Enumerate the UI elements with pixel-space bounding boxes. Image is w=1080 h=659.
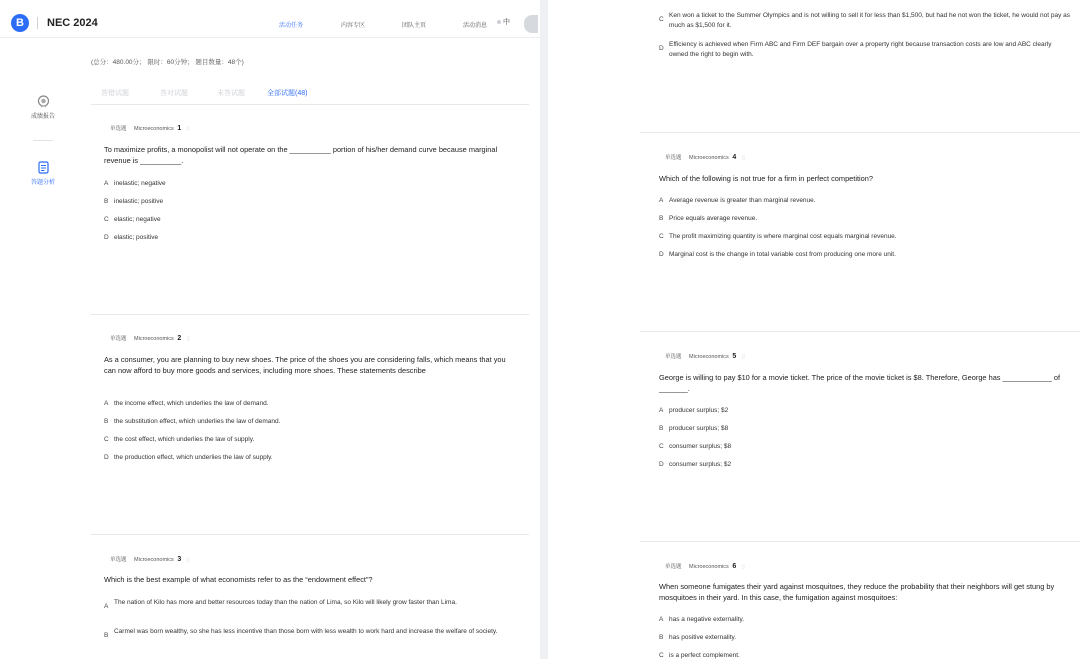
question-divider — [91, 314, 529, 315]
top-navigation-bar — [0, 0, 540, 38]
option-text: has positive externality. — [669, 634, 737, 641]
notification-dot-icon — [497, 20, 501, 24]
option-letter: D — [659, 461, 664, 468]
option-text: Price equals average revenue. — [669, 215, 758, 222]
question-text: To maximize profits, a monopolist will not operate on the __________ portion of his/her demand curve because marginal revenue is __________. — [104, 145, 498, 165]
exam-panel-right — [548, 0, 1080, 659]
question-subject: Microeconomics — [134, 336, 174, 342]
option-text: the income effect, which underlies the law of demand. — [114, 400, 269, 407]
option-letter: C — [659, 16, 664, 23]
option-text: the production effect, which underlies the law of supply. — [114, 454, 273, 461]
option-c[interactable] — [659, 11, 1071, 30]
filter-tab-all[interactable]: 全部试题(48) — [267, 90, 308, 97]
option-text: elastic; positive — [114, 234, 159, 241]
option-c[interactable] — [104, 435, 514, 445]
option-letter: D — [659, 45, 664, 52]
brand-logo-icon[interactable]: B — [11, 14, 29, 32]
filter-divider — [91, 104, 529, 105]
option-c[interactable] — [104, 215, 504, 225]
nav-content-zone[interactable]: 内容专区 — [341, 23, 366, 29]
option-text: producer surplus; $8 — [669, 425, 729, 432]
question-number: 6 — [732, 563, 737, 570]
nav-team-home[interactable]: 团队主页 — [402, 23, 427, 29]
question-text: Which is the best example of what economists refer to as the “endowment effect”? — [104, 575, 373, 584]
option-a[interactable] — [104, 179, 504, 189]
option-letter: C — [104, 216, 109, 223]
option-letter: D — [104, 454, 109, 461]
option-letter: A — [659, 407, 664, 414]
option-a[interactable] — [659, 196, 1071, 206]
question-meta — [665, 153, 745, 161]
option-text: The nation of Kilo has more and better resources today than the nation of Lima, so Kilo will likely grow faster than Lima. — [114, 599, 457, 606]
filter-tab-wrong[interactable]: 答错试题 — [101, 90, 129, 97]
option-a[interactable] — [659, 615, 1071, 625]
option-text: elastic; negative — [114, 216, 161, 223]
bookmark-icon[interactable]: ▯ — [741, 564, 745, 570]
question-divider — [91, 534, 529, 535]
nav-activity-messages[interactable]: 活动消息 — [463, 23, 488, 29]
option-text: consumer surplus; $2 — [669, 461, 732, 468]
question-meta — [665, 562, 745, 570]
option-letter: B — [104, 632, 109, 639]
option-b[interactable] — [104, 417, 514, 427]
question-subject: Microeconomics — [134, 126, 174, 132]
option-text: inelastic; positive — [114, 198, 164, 205]
option-d[interactable] — [659, 460, 1071, 470]
question-type-badge: 单选题 — [665, 564, 682, 570]
filter-tab-unanswered[interactable]: 未答试题 — [217, 90, 245, 97]
option-letter: A — [659, 197, 664, 204]
option-text: The profit maximizing quantity is where marginal cost equals marginal revenue. — [669, 233, 897, 240]
question-type-badge: 单选题 — [665, 155, 682, 161]
option-letter: D — [104, 234, 109, 241]
option-letter: A — [104, 180, 109, 187]
question-subject: Microeconomics — [689, 564, 729, 570]
option-b[interactable] — [659, 633, 1071, 643]
question-text: When someone fumigates their yard against mosquitoes, they reduce the probability that their neighbors will get stung by mosquitoes in their yard. In this case, the fumigation against mosquitoes: — [659, 582, 1055, 602]
option-text: the cost effect, which underlies the law of supply. — [114, 436, 255, 443]
option-d[interactable] — [104, 233, 504, 243]
option-b[interactable] — [104, 627, 514, 637]
document-icon — [37, 161, 50, 174]
option-d[interactable] — [104, 453, 514, 463]
option-letter: C — [659, 443, 664, 450]
question-meta — [110, 334, 190, 342]
question-type-badge: 单选题 — [110, 557, 127, 563]
question-number: 4 — [732, 154, 737, 161]
option-c[interactable] — [659, 651, 1071, 659]
language-switch[interactable]: 中 — [503, 19, 510, 26]
question-text: As a consumer, you are planning to buy new shoes. The price of the shoes you are considering falls, which means that you can now afford to buy more goods and services, including more shoes. These statements describe — [104, 355, 506, 375]
sidebar-divider — [33, 140, 53, 141]
option-text: Carmel was born wealthy, so she has less incentive than those born with less wealth to work hard and increase the welfare of society. — [114, 628, 498, 635]
option-letter: B — [659, 634, 664, 641]
option-c[interactable] — [659, 442, 1071, 452]
nav-activity-tasks[interactable]: 活动任务 — [279, 23, 304, 29]
question-subject: Microeconomics — [689, 155, 729, 161]
question-number: 1 — [177, 125, 182, 132]
brand-title: NEC 2024 — [47, 17, 98, 29]
bookmark-icon[interactable]: ▯ — [741, 354, 745, 360]
question-type-badge: 单选题 — [665, 354, 682, 360]
panel-gap — [540, 0, 548, 659]
option-letter: B — [104, 418, 109, 425]
bookmark-icon[interactable]: ▯ — [186, 336, 190, 342]
question-meta — [665, 352, 745, 360]
option-text: consumer surplus; $8 — [669, 443, 732, 450]
option-b[interactable] — [659, 214, 1071, 224]
option-letter: B — [659, 425, 664, 432]
option-letter: D — [659, 251, 664, 258]
option-letter: A — [104, 400, 109, 407]
question-meta — [110, 555, 190, 563]
question-number: 5 — [732, 353, 737, 360]
bookmark-icon[interactable]: ▯ — [741, 155, 745, 161]
bookmark-icon[interactable]: ▯ — [186, 557, 190, 563]
option-text: has a negative externality. — [669, 616, 745, 623]
question-number: 3 — [177, 556, 182, 563]
option-a[interactable] — [104, 399, 514, 409]
option-letter: A — [659, 616, 664, 623]
option-text: Average revenue is greater than marginal revenue. — [669, 197, 816, 204]
question-subject: Microeconomics — [689, 354, 729, 360]
avatar[interactable] — [524, 15, 538, 33]
option-text: Marginal cost is the change in total variable cost from producing one more unit. — [669, 251, 896, 258]
option-a[interactable] — [104, 598, 514, 608]
question-text: George is willing to pay $10 for a movie ticket. The price of the movie ticket is $8. Therefore, George has ____________ of _______. — [659, 373, 1061, 393]
option-letter: B — [659, 215, 664, 222]
option-d[interactable] — [659, 250, 1071, 260]
option-text: is a perfect complement. — [669, 652, 740, 659]
question-divider — [640, 132, 1080, 133]
filter-tab-correct[interactable]: 答对试题 — [160, 90, 188, 97]
option-text: the substitution effect, which underlies the law of demand. — [114, 418, 281, 425]
exam-summary: (总分：480.00分； 限时：60分钟； 题目数量：48个) — [91, 59, 244, 66]
option-letter: C — [659, 652, 664, 659]
bookmark-icon[interactable]: ▯ — [186, 126, 190, 132]
option-text: Ken won a ticket to the Summer Olympics and is not willing to sell it for less than $1,500, but had he not won the ticket, he would not pay as much as $1,500 for it. — [669, 12, 1071, 29]
option-d[interactable] — [659, 40, 1071, 59]
question-subject: Microeconomics — [134, 557, 174, 563]
question-text: Which of the following is not true for a firm in perfect competition? — [659, 174, 874, 183]
option-a[interactable] — [659, 406, 1071, 416]
logo-divider — [37, 17, 38, 29]
option-b[interactable] — [104, 197, 504, 207]
question-type-badge: 单选题 — [110, 126, 127, 132]
option-b[interactable] — [659, 424, 1071, 434]
option-text: inelastic; negative — [114, 180, 166, 187]
sidebar-item-score-report[interactable] — [20, 95, 66, 120]
question-divider — [640, 541, 1080, 542]
option-text: Efficiency is achieved when Firm ABC and Firm DEF bargain over a property right because transaction costs are low and ABC clearly owned the right to begin with. — [669, 41, 1052, 58]
option-letter: C — [104, 436, 109, 443]
sidebar-item-label: 成绩报告 — [30, 114, 55, 120]
option-text: producer surplus; $2 — [669, 407, 729, 414]
question-meta — [110, 124, 190, 132]
sidebar-item-label: 答题分析 — [30, 180, 55, 186]
option-letter: B — [104, 198, 109, 205]
sidebar-item-answer-analysis[interactable] — [20, 161, 66, 186]
question-number: 2 — [177, 335, 182, 342]
medal-icon — [37, 95, 50, 108]
option-c[interactable] — [659, 232, 1071, 242]
option-letter: C — [659, 233, 664, 240]
question-type-badge: 单选题 — [110, 336, 127, 342]
option-letter: A — [104, 603, 109, 610]
question-divider — [640, 331, 1080, 332]
